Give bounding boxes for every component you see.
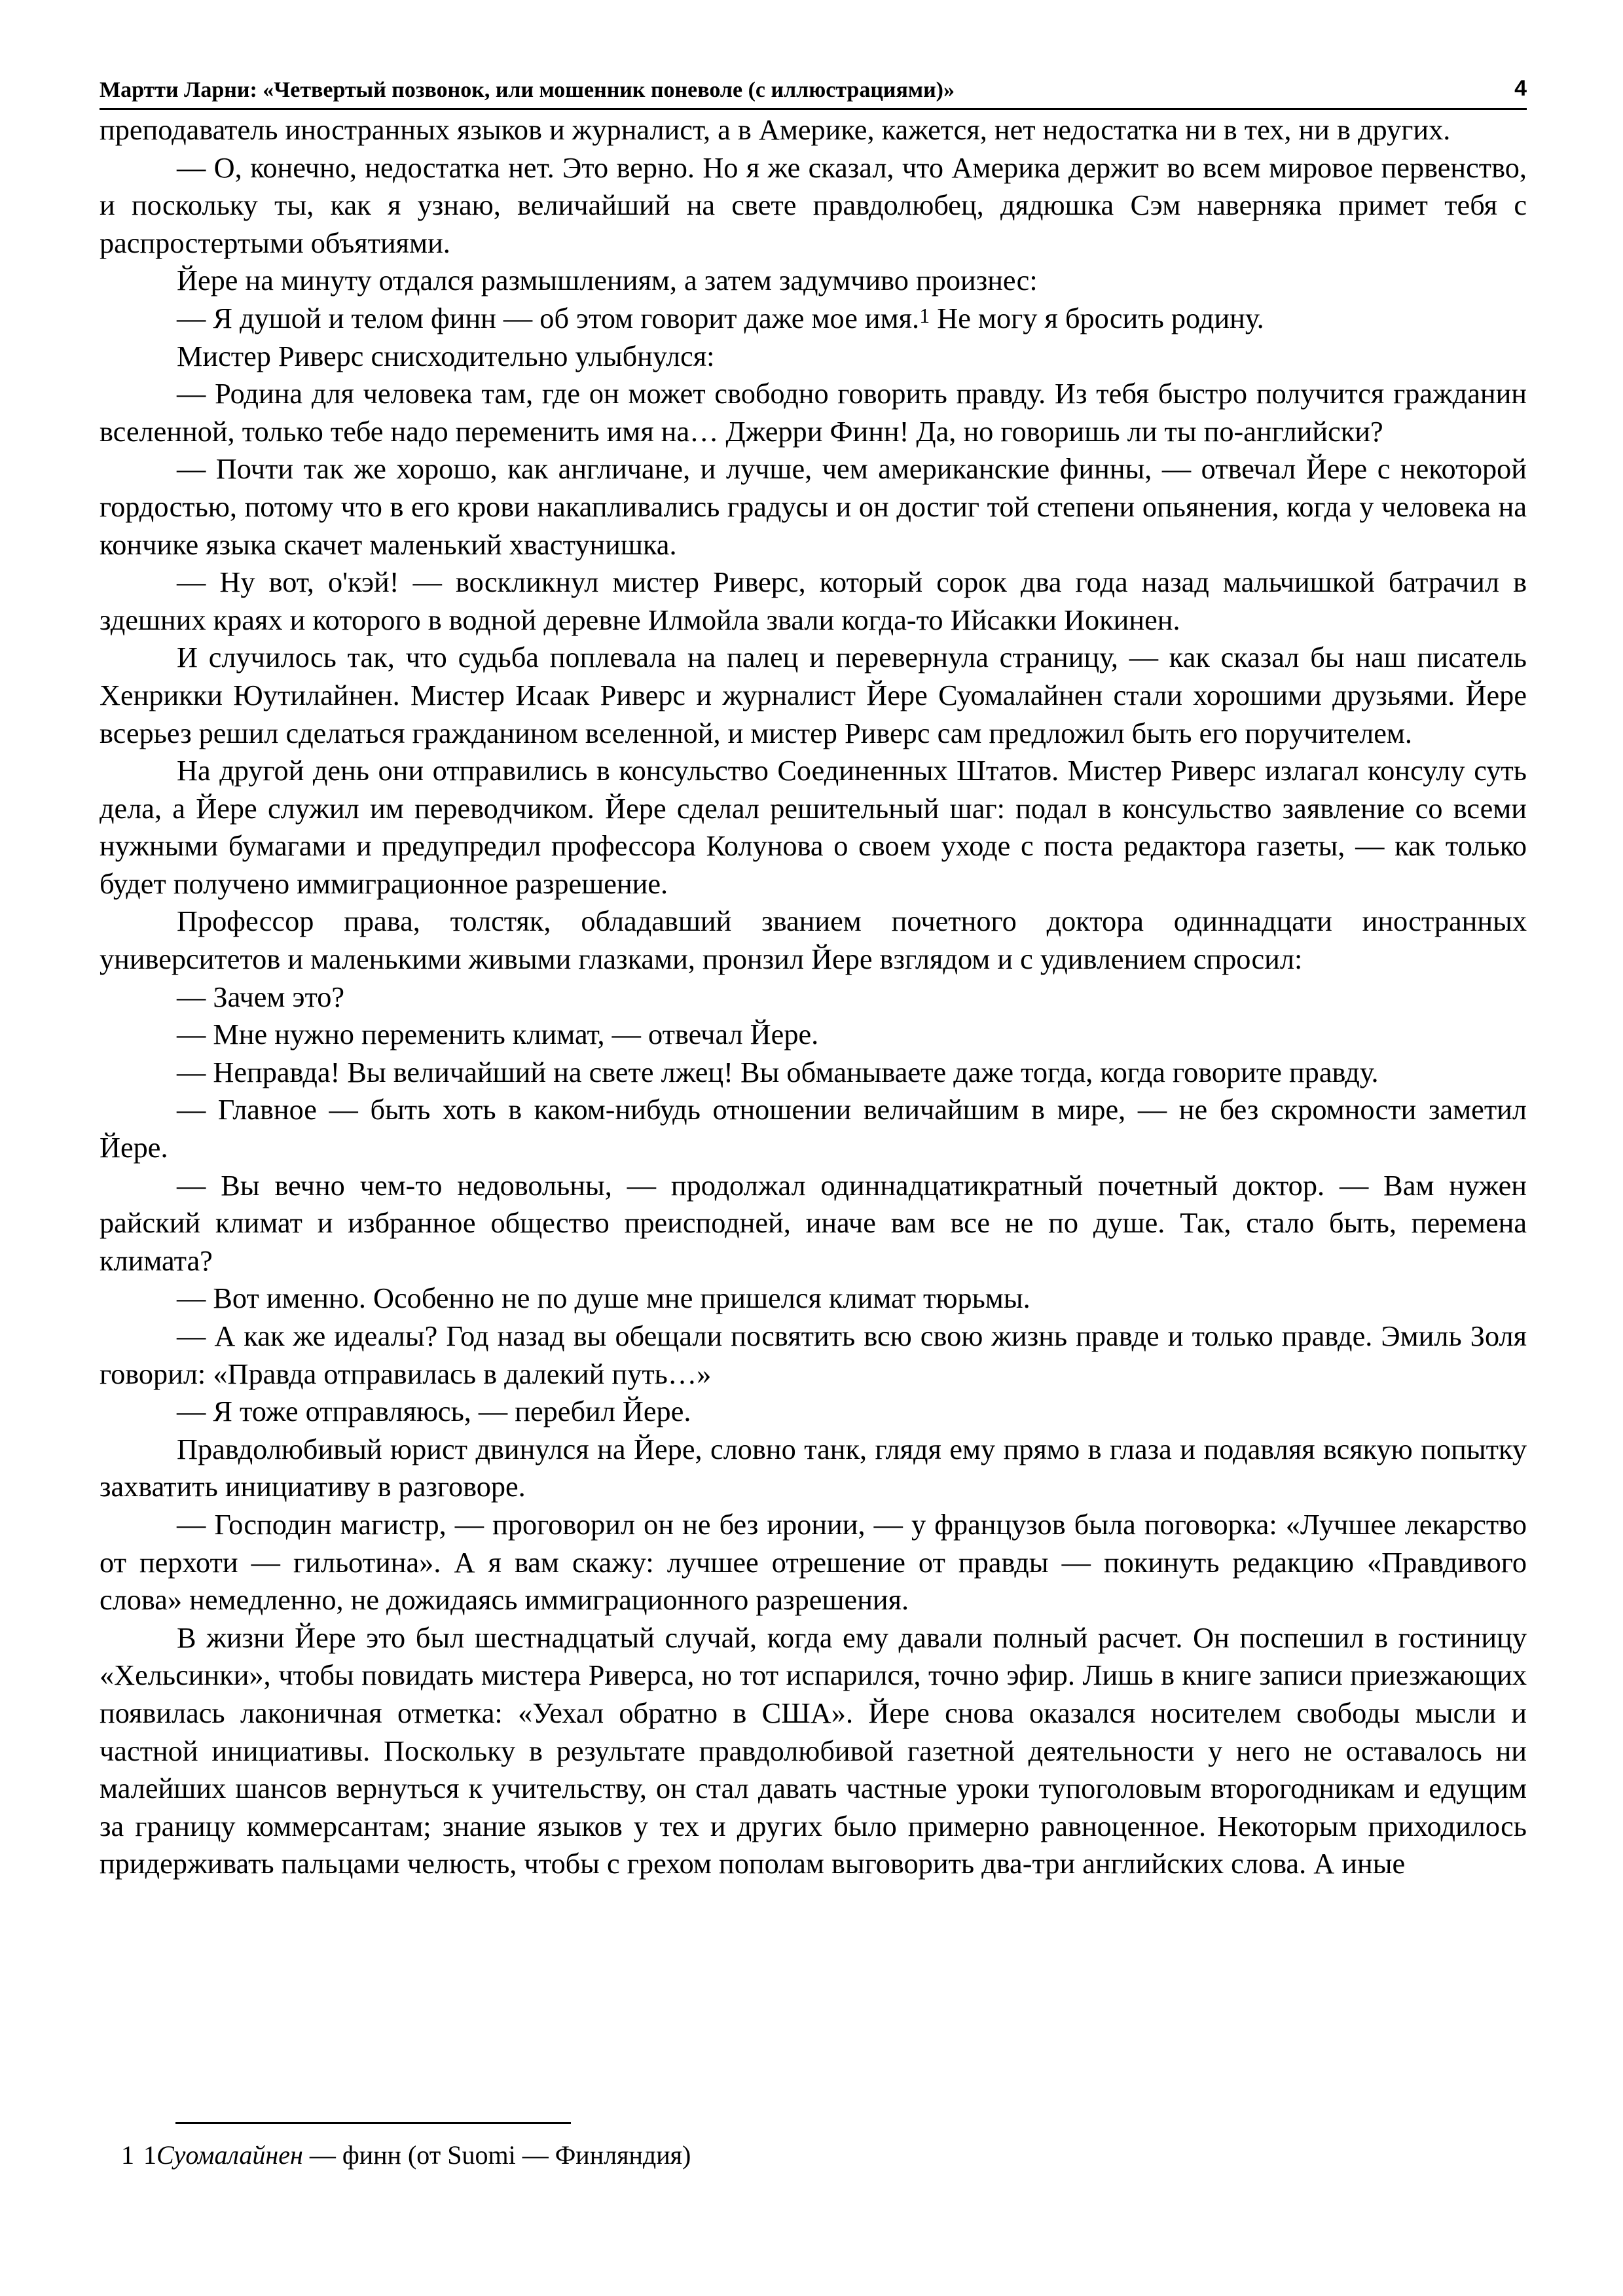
body-text <box>100 111 1527 1883</box>
footnote <box>121 2139 691 2172</box>
footnote-term: Суомалайнен <box>156 2140 303 2170</box>
paragraph-text: — Я тоже отправляюсь, — перебил Йере. <box>177 1395 691 1428</box>
paragraph-text: И случилось так, что судьба поплевала на палец и перевернула страницу, — как сказал бы наш писатель Хенрикки Юутилайнен. Мистер Исаак Риверс и журналист Йере Суомалайнен стали хорошими друзьями. Йере всерьез решил сделаться гражданином вселенной, и мистер Риверс сам предложил быть его поручителем. <box>100 641 1527 749</box>
paragraph <box>100 1016 1527 1054</box>
footnote-ref: 1 <box>143 2140 156 2170</box>
paragraph-text: — О, конечно, недостатка нет. Это верно. Но я же сказал, что Америка держит во всем мировое первенство, и поскольку ты, как я узнаю, величайший на свете правдолюбец, дядюшка Сэм наверняка примет тебя с распростертыми объятиями. <box>100 151 1527 259</box>
paragraph <box>100 564 1527 639</box>
paragraph-text: — Родина для человека там, где он может свободно говорить правду. Из тебя быстро получится гражданин вселенной, только тебе надо переменить имя на… Джерри Финн! Да, но говоришь ли ты по-английски? <box>100 378 1527 448</box>
paragraph-text: Мистер Риверс снисходительно улыбнулся: <box>177 340 715 372</box>
paragraph-text: преподаватель иностранных языков и журналист, а в Америке, кажется, нет недостатка ни в тех, ни в других. <box>100 114 1451 146</box>
paragraph <box>100 338 1527 376</box>
footnote-divider <box>175 2122 571 2124</box>
paragraph <box>100 903 1527 978</box>
page-number: 4 <box>1514 76 1527 101</box>
paragraph <box>100 300 1527 338</box>
paragraph-text: Йере на минуту отдался размышлениям, а затем задумчиво произнес: <box>177 264 1038 297</box>
paragraph-text: — Мне нужно переменить климат, — отвечал Йере. <box>177 1018 819 1051</box>
paragraph <box>100 1280 1527 1318</box>
paragraph-text: — Почти так же хорошо, как англичане, и лучше, чем американские финны, — отвечал Йере с некоторой гордостью, потому что в его крови накапливались градусы и он достиг той степени опьянения, когда у человека на кончике языка скачет маленький хвастунишка. <box>100 453 1527 561</box>
paragraph-text: — Ну вот, о'кэй! — воскликнул мистер Риверс, который сорок два года назад мальчишкой батрачил в здешних краях и которого в водной деревне Илмойла звали когда-то Ийсакки Иокинен. <box>100 566 1527 636</box>
paragraph <box>100 1619 1527 1883</box>
paragraph-text: Правдолюбивый юрист двинулся на Йере, словно танк, глядя ему прямо в глаза и подавляя всякую попытку захватить инициативу в разговоре. <box>100 1433 1527 1503</box>
paragraph-text: — Я душой и телом финн — об этом говорит даже мое имя. <box>177 302 920 334</box>
paragraph <box>100 1393 1527 1431</box>
paragraph <box>100 1506 1527 1619</box>
paragraph-text: В жизни Йере это был шестнадцатый случай, когда ему давали полный расчет. Он поспешил в гостиницу «Хельсинки», чтобы повидать мистера Риверса, но тот испарился, точно эфир. Лишь в книге записи приезжающих появилась лаконичная отметка: «Уехал обратно в США». Йере снова оказался носителем свободы мысли и частной инициативы. Поскольку в результате правдолюбивой газетной деятельности у него не оставалось ни малейших шансов вернуться к учительству, он стал давать частные уроки тупоголовым второгодникам и едущим за границу коммерсантам; знание языков у тех и других было примерно равноценное. Некоторым приходилось придерживать пальцами челюсть, чтобы с грехом пополам выговорить два-три английских слова. А иные <box>100 1621 1527 1880</box>
paragraph <box>100 1054 1527 1092</box>
paragraph <box>100 1167 1527 1280</box>
paragraph <box>100 450 1527 564</box>
paragraph-text: На другой день они отправились в консульство Соединенных Штатов. Мистер Риверс излагал консулу суть дела, а Йере служил им переводчиком. Йере сделал решительный шаг: подал в консульство заявление со всеми нужными бумагами и предупредил профессора Колунова о своем уходе с поста редактора газеты, — как только будет получено иммиграционное разрешение. <box>100 755 1527 900</box>
paragraph-text-tail: Не могу я бросить родину. <box>930 302 1264 334</box>
paragraph <box>100 111 1527 149</box>
paragraph <box>100 1318 1527 1393</box>
paragraph <box>100 639 1527 752</box>
paragraph <box>100 752 1527 903</box>
paragraph <box>100 1091 1527 1166</box>
paragraph <box>100 1431 1527 1506</box>
paragraph-text: — Неправда! Вы величайший на свете лжец! Вы обманываете даже тогда, когда говорите правду. <box>177 1056 1379 1088</box>
paragraph-text: — Главное — быть хоть в каком-нибудь отношении величайшим в мире, — не без скромности заметил Йере. <box>100 1094 1527 1164</box>
paragraph-text: — Господин магистр, — проговорил он не без иронии, — у французов была поговорка: «Лучшее лекарство от перхоти — гильотина». А я вам скажу: лучшее отрешение от правды — покинуть редакцию «Правдивого слова» немедленно, не дожидаясь иммиграционного разрешения. <box>100 1508 1527 1617</box>
paragraph <box>100 149 1527 262</box>
paragraph <box>100 262 1527 300</box>
paragraph-text: — А как же идеалы? Год назад вы обещали посвятить всю свою жизнь правде и только правде. Эмиль Золя говорил: «Правда отправилась в далекий путь…» <box>100 1320 1527 1390</box>
footnote-text: — финн (от Suomi — Финляндия) <box>302 2140 691 2170</box>
running-title: Мартти Ларни: «Четвертый позвонок, или мошенник поневоле (с иллюстрациями)» <box>100 78 955 102</box>
paragraph <box>100 375 1527 450</box>
footnote-number: 1 <box>121 2140 134 2170</box>
page-header <box>100 69 1527 110</box>
footnote-marker[interactable]: 1 <box>919 303 930 327</box>
paragraph-text: — Вы вечно чем-то недовольны, — продолжал одиннадцатикратный почетный доктор. — Вам нужен райский климат и избранное общество преисподней, иначе вам все не по душе. Так, стало быть, перемена климата? <box>100 1169 1527 1277</box>
paragraph-text: — Зачем это? <box>177 980 345 1013</box>
paragraph <box>100 978 1527 1016</box>
paragraph-text: — Вот именно. Особенно не по душе мне пришелся климат тюрьмы. <box>177 1282 1030 1315</box>
paragraph-text: Профессор права, толстяк, обладавший званием почетного доктора одиннадцати иностранных университетов и маленькими живыми глазками, пронзил Йере взглядом и с удивлением спросил: <box>100 905 1527 976</box>
